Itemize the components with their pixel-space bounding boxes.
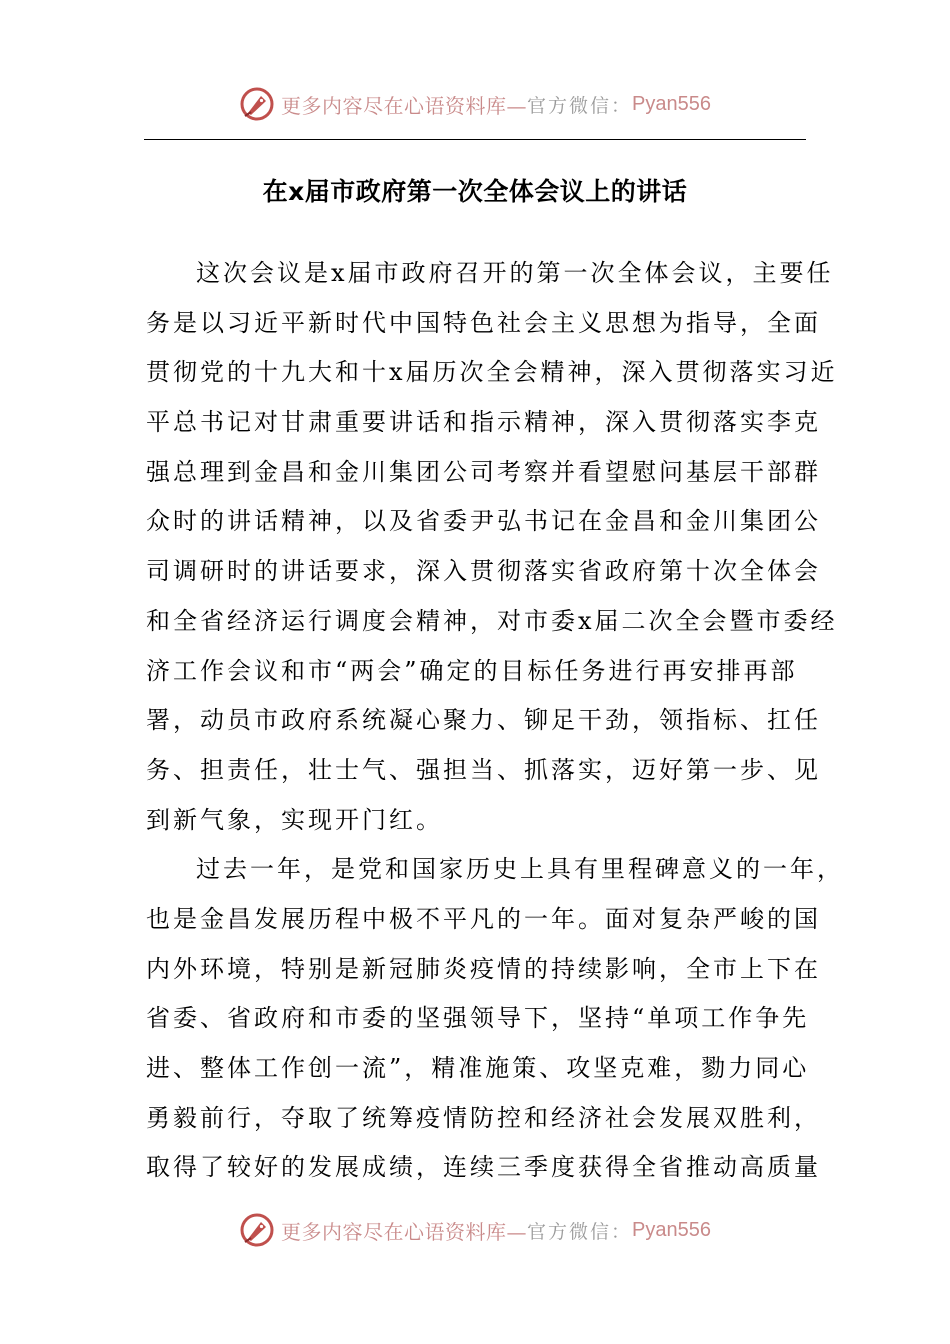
- text-line: 众时的讲话精神，以及省委尹弘书记在金昌和金川集团公: [146, 507, 821, 536]
- banner-wechat-id: Pyan556: [632, 92, 711, 115]
- footer-banner: [0, 1208, 950, 1252]
- document-body: [146, 249, 844, 1193]
- text-line: 取得了较好的发展成绩，连续三季度获得全省推动高质量: [146, 1153, 821, 1182]
- banner-wechat-label: 官方微信：: [527, 1220, 633, 1243]
- text-line: 平总书记对甘肃重要讲话和指示精神，深入贯彻落实李克: [146, 408, 821, 437]
- text-line: 省委、省政府和市委的坚强领导下，坚持“单项工作争先: [146, 1004, 810, 1033]
- text-line: 进、整体工作创一流”，精准施策、攻坚克难，勠力同心: [146, 1054, 810, 1082]
- text-line: 也是金昌发展历程中极不平凡的一年。面对复杂严峻的国: [146, 904, 821, 933]
- text-line: 署，动员市政府系统凝心聚力、铆足干劲，领指标、扛任: [146, 706, 821, 735]
- text-line: 这次会议是x届市政府召开的第一次全体会议，主要任: [196, 259, 834, 287]
- text-line: 勇毅前行，夺取了统筹疫情防控和经济社会发展双胜利，: [146, 1103, 821, 1132]
- text-line: 司调研时的讲话要求，深入贯彻落实省政府第十次全体会: [146, 557, 821, 586]
- pen-nib-icon: [239, 86, 275, 122]
- text-line: 强总理到金昌和金川集团公司考察并看望慰问基层干部群: [146, 457, 821, 486]
- text-line: 济工作会议和市“两会”确定的目标任务进行再安排再部: [146, 656, 798, 685]
- text-line: 务是以习近平新时代中国特色社会主义思想为指导，全面: [146, 308, 821, 337]
- text-line: 贯彻党的十九大和十x届历次全会精神，深入贯彻落实习近: [146, 358, 838, 387]
- banner-wechat-id: Pyan556: [632, 1218, 711, 1241]
- text-line: 务、担责任，壮士气、强担当、抓落实，迈好第一步、见: [146, 755, 821, 784]
- banner-text: 更多内容尽在心语资料库—: [281, 93, 527, 118]
- text-line: 内外环境，特别是新冠肺炎疫情的持续影响，全市上下在: [146, 954, 821, 983]
- header-banner: [0, 82, 950, 126]
- banner-text: 更多内容尽在心语资料库—: [281, 1219, 527, 1244]
- text-line: 到新气象，实现开门红。: [146, 805, 443, 834]
- document-title: 在x届市政府第一次全体会议上的讲话: [262, 177, 688, 206]
- header-rule: [144, 139, 806, 140]
- banner-wechat-label: 官方微信：: [527, 94, 633, 117]
- pen-nib-icon: [239, 1212, 275, 1248]
- text-line: 过去一年，是党和国家历史上具有里程碑意义的一年，: [196, 855, 844, 884]
- text-line: 和全省经济运行调度会精神，对市委x届二次全会暨市委经: [146, 606, 838, 635]
